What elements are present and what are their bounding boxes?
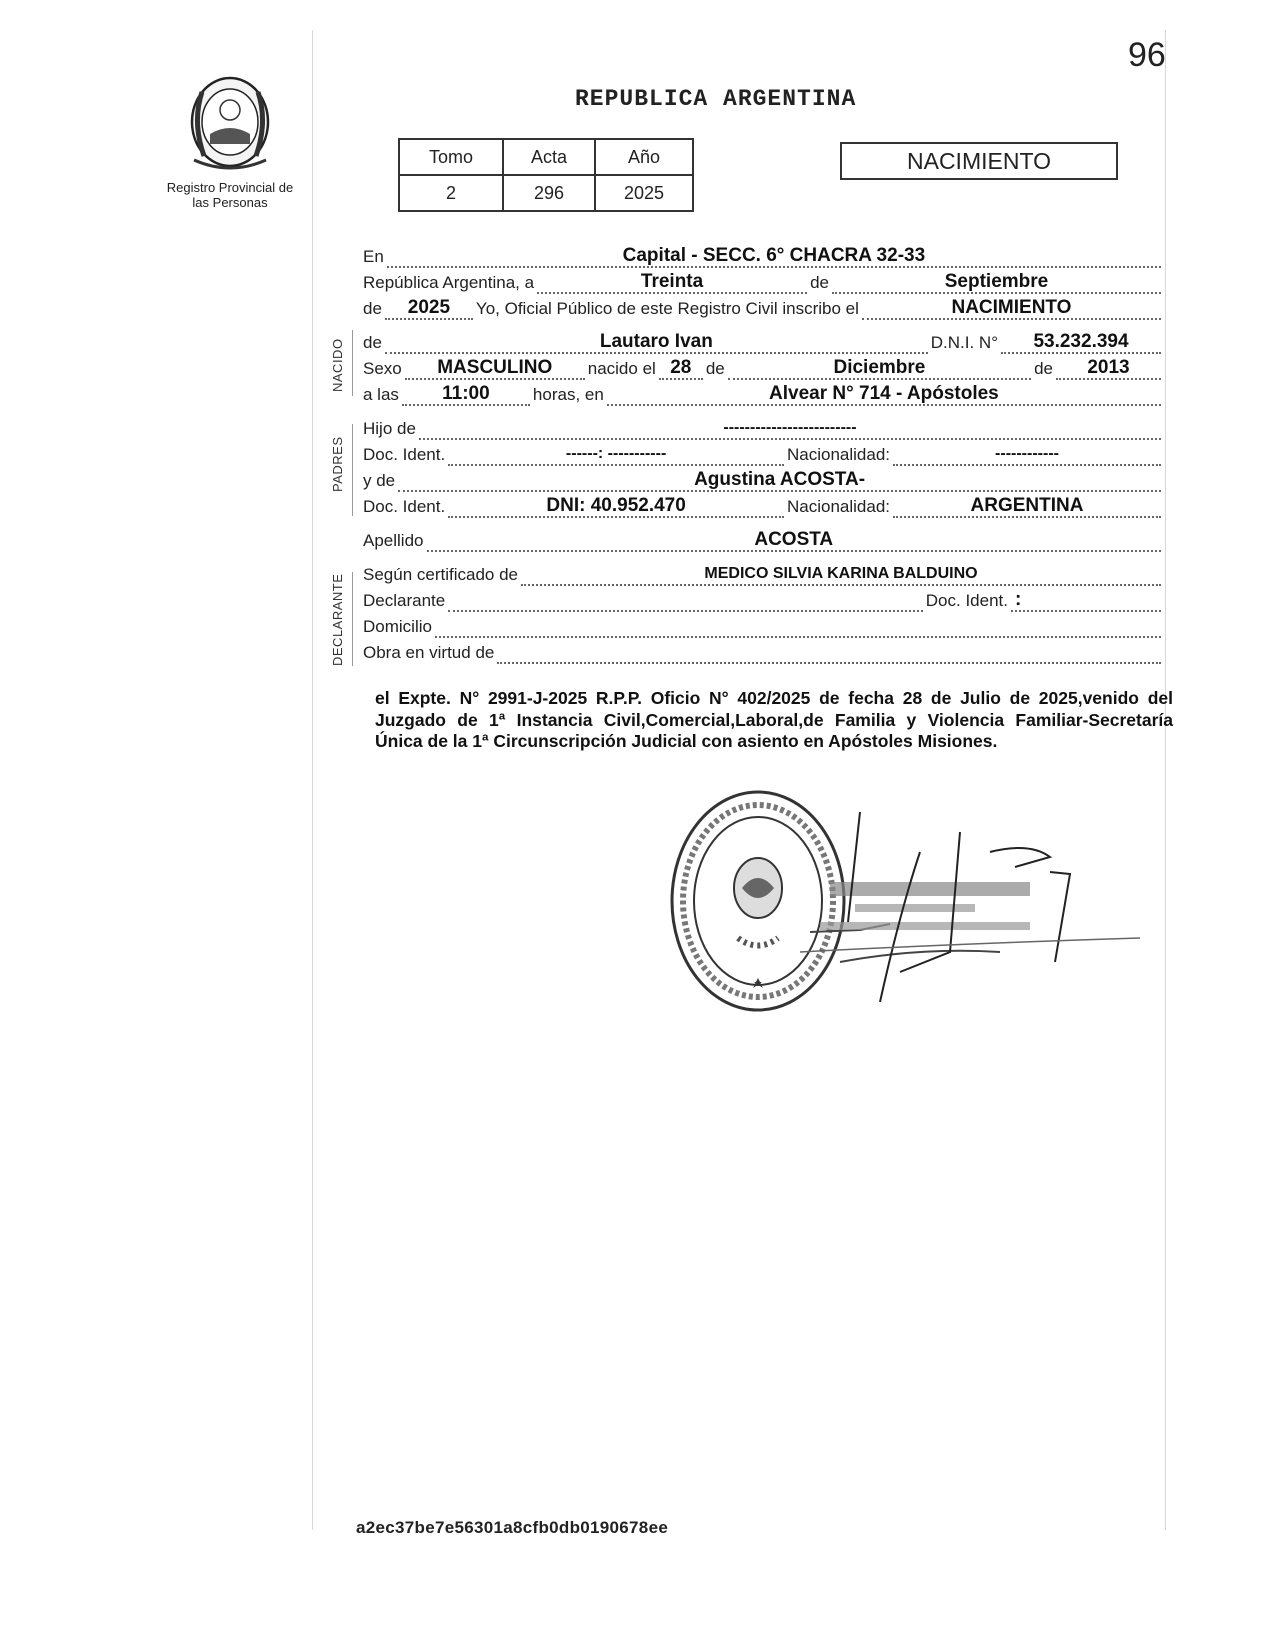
field-hora	[402, 382, 530, 406]
value-padre: -------------------------	[723, 419, 857, 436]
label-certificado: Según certificado de	[363, 565, 518, 584]
value-nombre: Lautaro Ivan	[599, 331, 713, 352]
field-nacido-dia	[659, 356, 703, 380]
field-nombre	[385, 330, 928, 354]
label-anio: de	[363, 299, 382, 318]
label-horas-en: horas, en	[532, 385, 604, 404]
field-padre	[419, 416, 1161, 440]
label-nacido-anio: de	[1034, 359, 1053, 378]
nacido-section-bar	[352, 330, 353, 396]
row-obra	[363, 640, 1164, 664]
field-certificado	[521, 562, 1161, 586]
row-hora-lugar	[363, 382, 1164, 406]
value-doc-ident-2: DNI: 40.952.470	[546, 495, 686, 516]
side-label-declarante: DECLARANTE	[330, 573, 345, 666]
label-doc-ident-1: Doc. Ident.	[363, 445, 446, 464]
field-madre	[398, 468, 1161, 492]
record-table-header-row	[399, 139, 693, 175]
value-hora: 11:00	[442, 383, 490, 404]
record-table	[398, 138, 694, 212]
handwritten-signature-stamp	[800, 812, 1200, 1002]
value-doc-ident-decl: :	[1015, 589, 1022, 610]
right-margin-line	[1165, 30, 1166, 1530]
left-margin-line	[312, 30, 313, 1530]
value-anio: 2025	[595, 175, 693, 211]
value-anio: 2025	[407, 297, 451, 318]
field-anio	[385, 296, 473, 320]
label-en: En	[363, 247, 384, 266]
provincia-misiones-emblem-icon	[182, 72, 278, 178]
field-nacionalidad-2	[893, 494, 1161, 518]
field-doc-ident-1	[448, 442, 784, 466]
row-sexo	[363, 356, 1164, 380]
value-nacionalidad-2: ARGENTINA	[970, 495, 1084, 516]
label-nacido-el: nacido el	[587, 359, 656, 378]
value-nacionalidad-1: ------------	[995, 445, 1059, 462]
row-doc-madre	[363, 494, 1164, 518]
field-doc-ident-2	[448, 494, 784, 518]
label-hijo-de: Hijo de	[363, 419, 416, 438]
side-label-nacido: NACIDO	[330, 338, 345, 392]
label-republica: República Argentina, a	[363, 273, 535, 292]
field-en	[387, 244, 1161, 268]
row-domicilio	[363, 614, 1164, 638]
field-nacido-mes	[728, 356, 1031, 380]
observation-text: el Expte. N° 2991-J-2025 R.P.P. Oficio N° 402/2025 de fecha 28 de Julio de 2025,venido del Juzgado de 1ª Instancia Civil,Comercial,Laboral,de Familia y Violencia Familiar-Secretaría Única de la 1ª Circunscripción Judicial con asiento en Apóstoles Misiones.	[375, 688, 1173, 751]
value-lugar: Alvear N° 714 - Apóstoles	[769, 383, 999, 404]
value-certificado: MEDICO SILVIA KARINA BALDUINO	[704, 565, 978, 582]
label-y-de: y de	[363, 471, 396, 490]
label-inscribo: Yo, Oficial Público de este Registro Civil inscribo el	[475, 299, 859, 318]
label-nombre: de	[363, 333, 382, 352]
row-republica	[363, 270, 1164, 294]
value-apellido: ACOSTA	[754, 529, 834, 550]
header-anio: Año	[595, 139, 693, 175]
value-doc-ident-1: ------: -----------	[565, 445, 667, 462]
value-tomo: 2	[399, 175, 503, 211]
field-declarante	[448, 588, 923, 612]
value-mes: Septiembre	[944, 271, 1049, 292]
record-table-value-row	[399, 175, 693, 211]
document-hash: a2ec37be7e56301a8cfb0db0190678ee	[356, 1518, 669, 1537]
value-sexo: MASCULINO	[437, 357, 553, 378]
label-apellido: Apellido	[363, 531, 424, 550]
row-apellido	[363, 528, 1164, 552]
act-type-box: NACIMIENTO	[840, 142, 1118, 180]
row-doc-padre	[363, 442, 1164, 466]
field-nacionalidad-1	[893, 442, 1161, 466]
row-certificado	[363, 562, 1164, 586]
value-en: Capital - SECC. 6° CHACRA 32-33	[622, 245, 926, 266]
declarante-section-bar	[352, 572, 353, 666]
field-lugar	[607, 382, 1161, 406]
label-nacionalidad-2: Nacionalidad:	[786, 497, 890, 516]
field-sexo	[405, 356, 585, 380]
logo-caption: Registro Provincial de las Personas	[166, 180, 294, 210]
label-a-las: a las	[363, 385, 399, 404]
value-nacido-anio: 2013	[1087, 357, 1130, 378]
value-dia: Treinta	[640, 271, 704, 292]
field-doc-ident-decl	[1011, 588, 1161, 612]
value-acta: 296	[503, 175, 595, 211]
field-obra	[497, 640, 1161, 664]
value-nacido-dia: 28	[670, 357, 692, 378]
field-mes	[832, 270, 1161, 294]
label-nacionalidad-1: Nacionalidad:	[786, 445, 890, 464]
row-nombre	[363, 330, 1164, 354]
label-declarante: Declarante	[363, 591, 446, 610]
value-dni: 53.232.394	[1033, 331, 1129, 352]
value-nacido-mes: Diciembre	[833, 357, 926, 378]
header-tomo: Tomo	[399, 139, 503, 175]
label-domicilio: Domicilio	[363, 617, 432, 636]
label-obra: Obra en virtud de	[363, 643, 495, 662]
row-anio-inscribo	[363, 296, 1164, 320]
value-inscribo: NACIMIENTO	[951, 297, 1072, 318]
row-madre	[363, 468, 1164, 492]
label-nacido-mes: de	[705, 359, 725, 378]
label-doc-ident-decl: Doc. Ident.	[925, 591, 1008, 610]
field-inscribo	[862, 296, 1161, 320]
row-en	[363, 244, 1164, 268]
header-acta: Acta	[503, 139, 595, 175]
label-doc-ident-2: Doc. Ident.	[363, 497, 446, 516]
value-madre: Agustina ACOSTA-	[694, 469, 866, 490]
side-label-padres: PADRES	[330, 436, 345, 492]
row-hijo-de	[363, 416, 1164, 440]
field-apellido	[427, 528, 1162, 552]
field-domicilio	[435, 614, 1161, 638]
page-number: 96	[1128, 36, 1166, 74]
label-republica-de: de	[810, 273, 829, 292]
row-declarante	[363, 588, 1164, 612]
field-dni	[1001, 330, 1161, 354]
padres-section-bar	[352, 424, 353, 516]
field-dia	[537, 270, 807, 294]
label-sexo: Sexo	[363, 359, 402, 378]
label-dni: D.N.I. N°	[930, 333, 998, 352]
field-nacido-anio	[1056, 356, 1161, 380]
document-heading: REPUBLICA ARGENTINA	[575, 86, 857, 112]
